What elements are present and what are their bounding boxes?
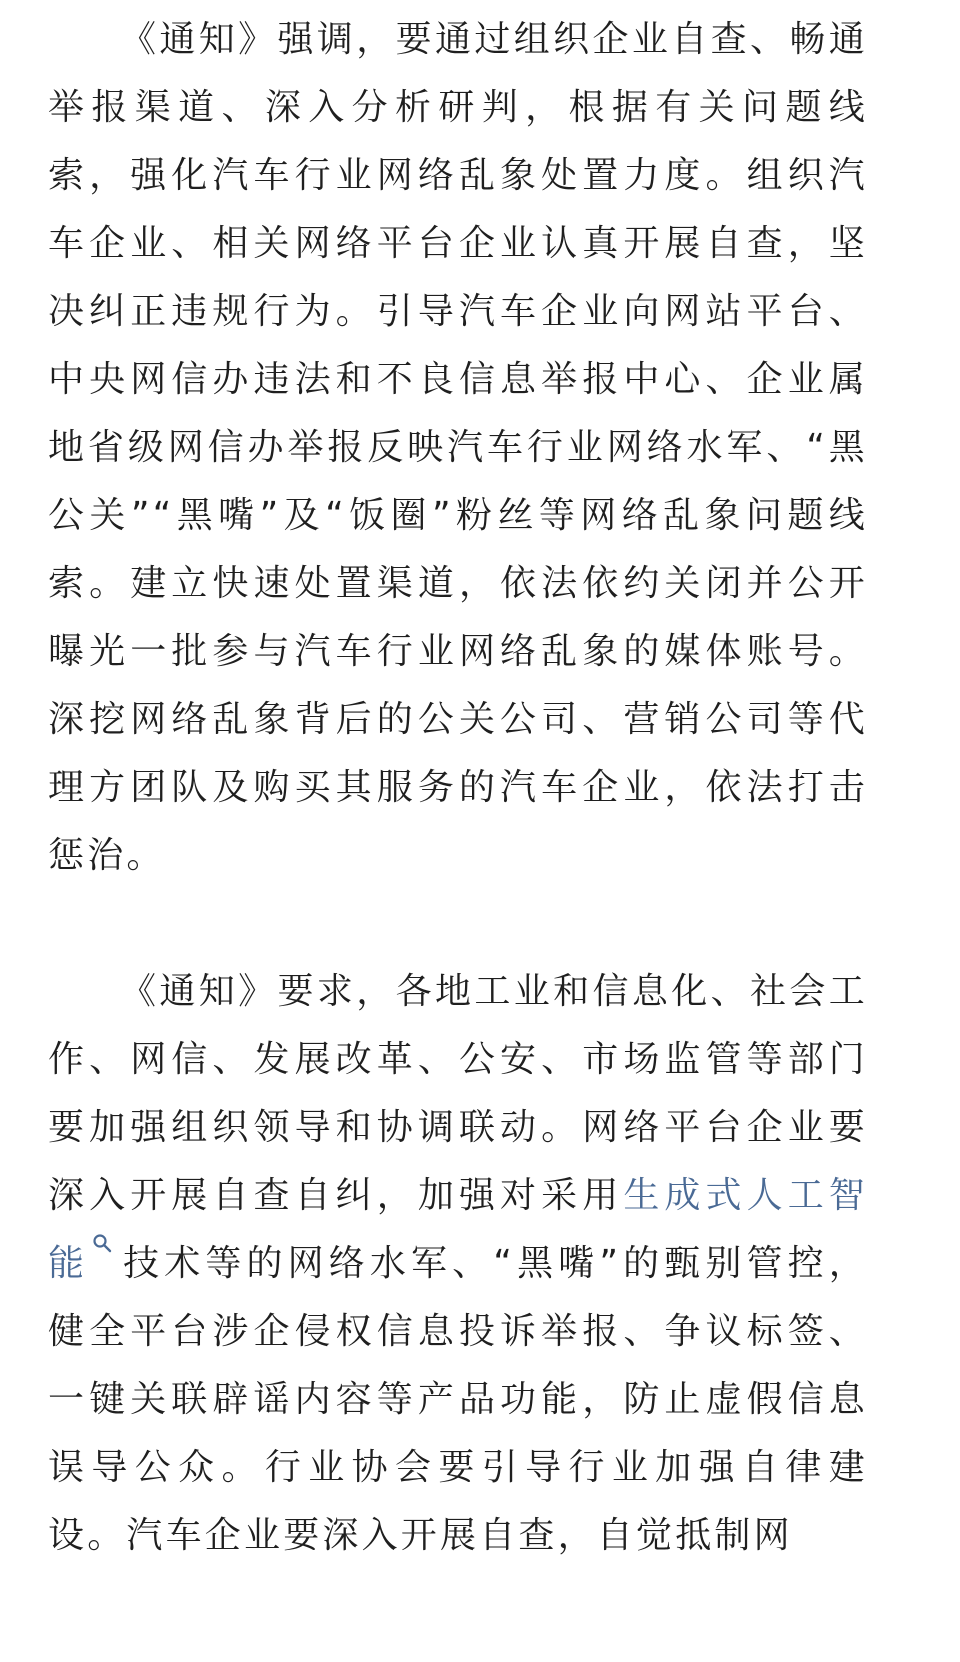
paragraph-2-text-before: 《通知》要求，各地工业和信息化、社会工作、网信、发展改革、公安、市场监管等部门要加强组织领导和协调联动。网络平台企业要深入开展自查自纠，加强对采用 bbox=[48, 971, 868, 1216]
paragraph-2-text-after: 技术等的网络水军、“黑嘴”的甄别管控，健全平台涉企侵权信息投诉举报、争议标签、一键关联辟谣内容等产品功能，防止虚假信息误导公众。行业协会要引导行业加强自律建设。汽车企业要深入开展自查，自觉抵制网 bbox=[48, 1243, 868, 1556]
search-icon[interactable] bbox=[91, 1232, 113, 1260]
keyword-link-generative-ai[interactable]: 生成式人工智能 bbox=[48, 1175, 868, 1284]
article-paragraph-2 bbox=[48, 958, 868, 1570]
article-body bbox=[48, 6, 868, 1570]
article-paragraph-1: 《通知》强调，要通过组织企业自查、畅通举报渠道、深入分析研判，根据有关问题线索，强化汽车行业网络乱象处置力度。组织汽车企业、相关网络平台企业认真开展自查，坚决纠正违规行为。引导汽车企业向网站平台、中央网信办违法和不良信息举报中心、企业属地省级网信办举报反映汽车行业网络水军、“黑公关”“黑嘴”及“饭圈”粉丝等网络乱象问题线索。建立快速处置渠道，依法依约关闭并公开曝光一批参与汽车行业网络乱象的媒体账号。深挖网络乱象背后的公关公司、营销公司等代理方团队及购买其服务的汽车企业，依法打击惩治。 bbox=[48, 19, 868, 876]
